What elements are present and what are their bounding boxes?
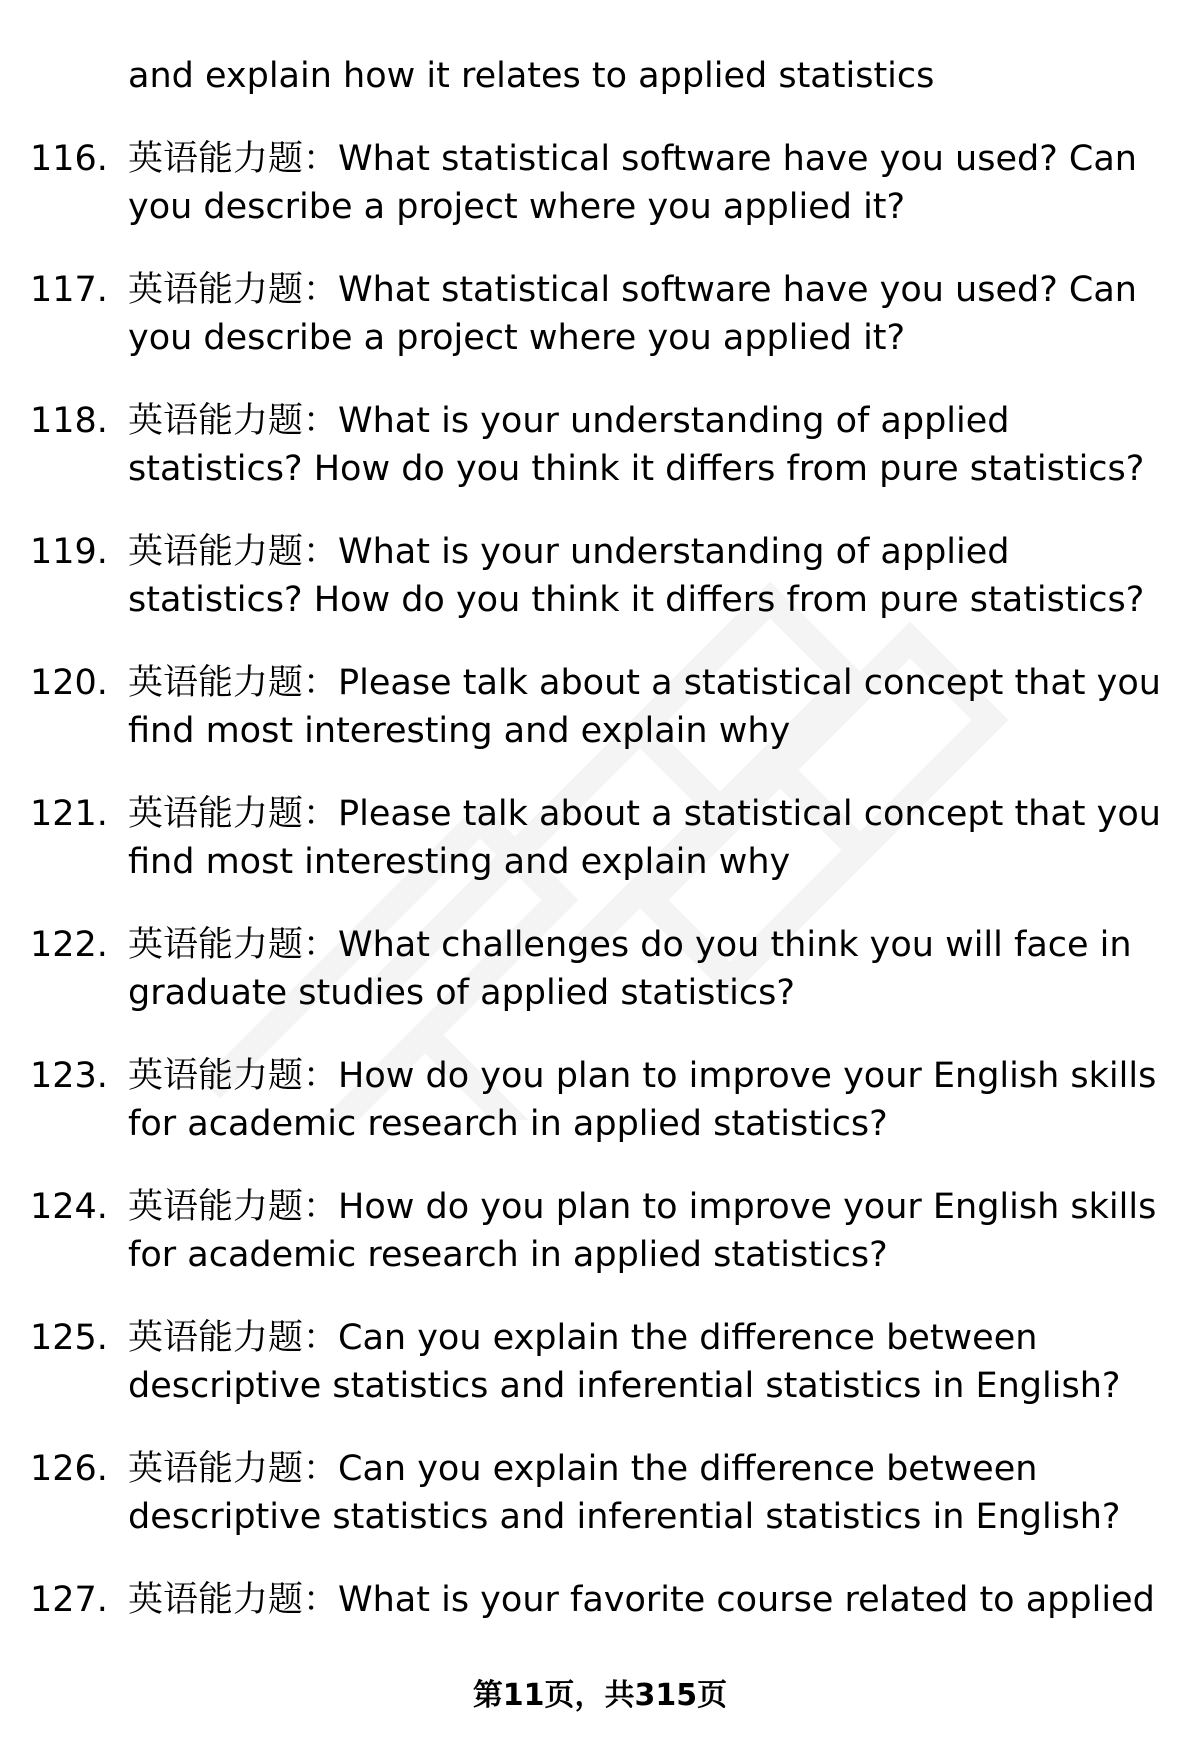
list-item (0, 1445, 1200, 1541)
item-line-1: 英语能力题：Can you explain the difference between (128, 1449, 1038, 1489)
item-text (128, 659, 1178, 755)
list-item (0, 1576, 1200, 1624)
item-line-1: 英语能力题：What statistical software have you used? Can (128, 139, 1137, 179)
item-number: 118. (30, 401, 108, 441)
item-label: 英语能力题： (128, 1580, 339, 1620)
item-text (128, 1314, 1178, 1410)
list-item (0, 135, 1200, 231)
item-text (128, 1445, 1178, 1541)
continuation-line: and explain how it relates to applied statistics (128, 56, 935, 96)
item-line-2: find most interesting and explain why (128, 842, 791, 882)
item-text (128, 528, 1178, 624)
item-label: 英语能力题： (128, 401, 339, 441)
item-line-2: descriptive statistics and inferential statistics in English? (128, 1497, 1121, 1537)
item-line-1: 英语能力题：How do you plan to improve your English skills (128, 1187, 1157, 1227)
list-item (0, 266, 1200, 362)
list-item (0, 790, 1200, 886)
item-number: 123. (30, 1056, 108, 1096)
item-number: 122. (30, 925, 108, 965)
item-line-2: statistics? How do you think it differs from pure statistics? (128, 449, 1145, 489)
item-text (128, 397, 1178, 493)
item-number: 116. (30, 139, 108, 179)
item-line-2: for academic research in applied statistics? (128, 1235, 888, 1275)
item-line-1: 英语能力题：Can you explain the difference between (128, 1318, 1038, 1358)
item-number: 117. (30, 270, 108, 310)
item-line-1: 英语能力题：What is your understanding of applied (128, 532, 1010, 572)
list-item (0, 1052, 1200, 1148)
item-number: 120. (30, 663, 108, 703)
item-text (128, 266, 1178, 362)
item-line-2: statistics? How do you think it differs from pure statistics? (128, 580, 1145, 620)
item-label: 英语能力题： (128, 270, 339, 310)
item-label: 英语能力题： (128, 1318, 339, 1358)
item-text (128, 1576, 1178, 1624)
item-line-1: 英语能力题：What is your favorite course related to applied (128, 1580, 1155, 1620)
item-line-2: for academic research in applied statistics? (128, 1104, 888, 1144)
list-item (0, 1183, 1200, 1279)
item-text (128, 1183, 1178, 1279)
item-text (128, 921, 1178, 1017)
item-label: 英语能力题： (128, 532, 339, 572)
item-number: 127. (30, 1580, 108, 1620)
item-line-2: you describe a project where you applied it? (128, 318, 906, 358)
page-footer: 第11页，共315页 (472, 1678, 728, 1713)
item-number: 126. (30, 1449, 108, 1489)
item-text (128, 135, 1178, 231)
item-text (128, 1052, 1178, 1148)
list-item (0, 659, 1200, 755)
item-line-1: 英语能力题：How do you plan to improve your English skills (128, 1056, 1157, 1096)
item-label: 英语能力题： (128, 1187, 339, 1227)
question-list (0, 52, 1200, 1624)
list-item (0, 921, 1200, 1017)
item-number: 124. (30, 1187, 108, 1227)
item-label: 英语能力题： (128, 925, 339, 965)
item-number: 121. (30, 794, 108, 834)
item-line-1: 英语能力题：Please talk about a statistical concept that you (128, 794, 1161, 834)
item-number: 119. (30, 532, 108, 572)
item-label: 英语能力题： (128, 139, 339, 179)
list-item (0, 528, 1200, 624)
list-item (0, 397, 1200, 493)
item-label: 英语能力题： (128, 1056, 339, 1096)
item-line-2: you describe a project where you applied it? (128, 187, 906, 227)
item-label: 英语能力题： (128, 1449, 339, 1489)
item-text (128, 790, 1178, 886)
item-line-1: 英语能力题：What challenges do you think you will face in (128, 925, 1132, 965)
item-line-2: descriptive statistics and inferential statistics in English? (128, 1366, 1121, 1406)
list-item (0, 1314, 1200, 1410)
item-line-1: 英语能力题：What statistical software have you used? Can (128, 270, 1137, 310)
item-line-2: find most interesting and explain why (128, 711, 791, 751)
item-label: 英语能力题： (128, 794, 339, 834)
item-line-2: graduate studies of applied statistics? (128, 973, 795, 1013)
item-line-1: 英语能力题：Please talk about a statistical concept that you (128, 663, 1161, 703)
item-line-1: 英语能力题：What is your understanding of applied (128, 401, 1010, 441)
item-number: 125. (30, 1318, 108, 1358)
item-label: 英语能力题： (128, 663, 339, 703)
